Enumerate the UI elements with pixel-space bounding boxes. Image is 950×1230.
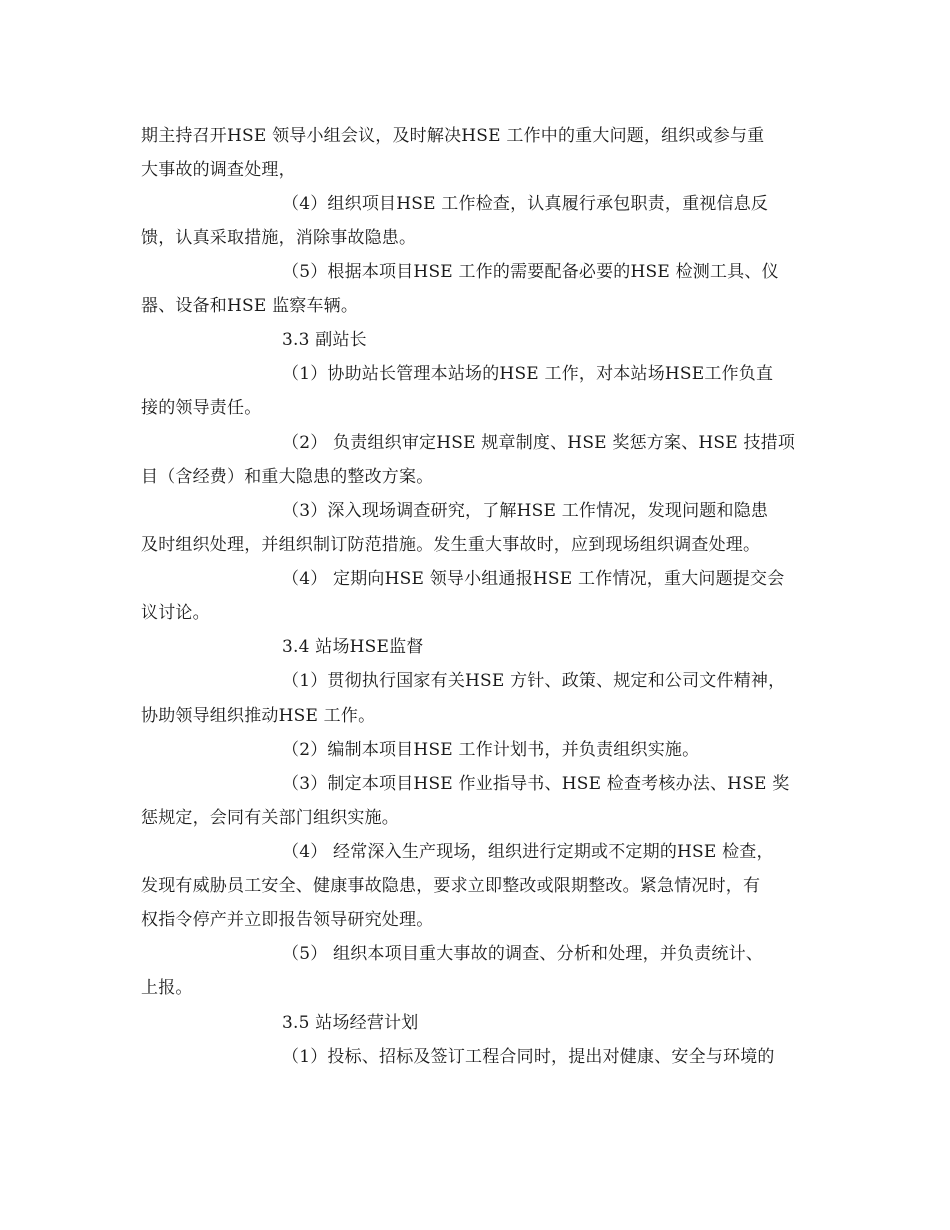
section-heading: 3.5 站场经营计划 <box>282 1013 419 1033</box>
list-item-line: （2）编制本项目HSE 工作计划书，并负责组织实施。 <box>282 740 700 760</box>
paragraph-line: 发现有威胁员工安全、健康事故隐患，要求立即整改或限期整改。紧急情况时，有 <box>141 876 761 896</box>
paragraph-line: 期主持召开HSE 领导小组会议，及时解决HSE 工作中的重大问题，组织或参与重 <box>141 126 765 146</box>
paragraph-line: 大事故的调查处理， <box>141 160 296 180</box>
list-item-line: （1）协助站长管理本站场的HSE 工作，对本站场HSE工作负直 <box>282 364 774 384</box>
list-item-line: （4）组织项目HSE 工作检查，认真履行承包职责，重视信息反 <box>282 194 769 214</box>
list-item-line: （1）投标、招标及签订工程合同时，提出对健康、安全与环境的 <box>282 1047 775 1067</box>
paragraph-line: 议讨论。 <box>141 603 210 623</box>
paragraph-line: 上报。 <box>141 978 193 998</box>
list-item-line: （3）制定本项目HSE 作业指导书、HSE 检查考核办法、HSE 奖 <box>282 774 790 794</box>
paragraph-line: 协助领导组织推动HSE 工作。 <box>141 706 376 726</box>
list-item-line: （2） 负责组织审定HSE 规章制度、HSE 奖惩方案、HSE 技措项 <box>282 433 796 453</box>
paragraph-line: 器、设备和HSE 监察车辆。 <box>141 296 359 316</box>
list-item-line: （4） 经常深入生产现场，组织进行定期或不定期的HSE 检查， <box>282 842 774 862</box>
list-item-line: （1）贯彻执行国家有关HSE 方针、政策、规定和公司文件精神， <box>282 671 786 691</box>
section-heading: 3.3 副站长 <box>282 330 367 350</box>
paragraph-line: 接的领导责任。 <box>141 398 262 418</box>
paragraph-line: 目（含经费）和重大隐患的整改方案。 <box>141 467 434 487</box>
paragraph-line: 及时组织处理，并组织制订防范措施。发生重大事故时，应到现场组织调查处理。 <box>141 535 761 555</box>
paragraph-line: 权指令停产并立即报告领导研究处理。 <box>141 910 434 930</box>
paragraph-line: 惩规定，会同有关部门组织实施。 <box>141 808 399 828</box>
list-item-line: （3）深入现场调查研究，了解HSE 工作情况，发现问题和隐患 <box>282 501 769 521</box>
paragraph-line: 馈，认真采取措施，消除事故隐患。 <box>141 228 417 248</box>
list-item-line: （4） 定期向HSE 领导小组通报HSE 工作情况，重大问题提交会 <box>282 569 785 589</box>
section-heading: 3.4 站场HSE监督 <box>282 637 424 657</box>
list-item-line: （5）根据本项目HSE 工作的需要配备必要的HSE 检测工具、仪 <box>282 262 779 282</box>
list-item-line: （5） 组织本项目重大事故的调查、分析和处理，并负责统计、 <box>282 944 764 964</box>
